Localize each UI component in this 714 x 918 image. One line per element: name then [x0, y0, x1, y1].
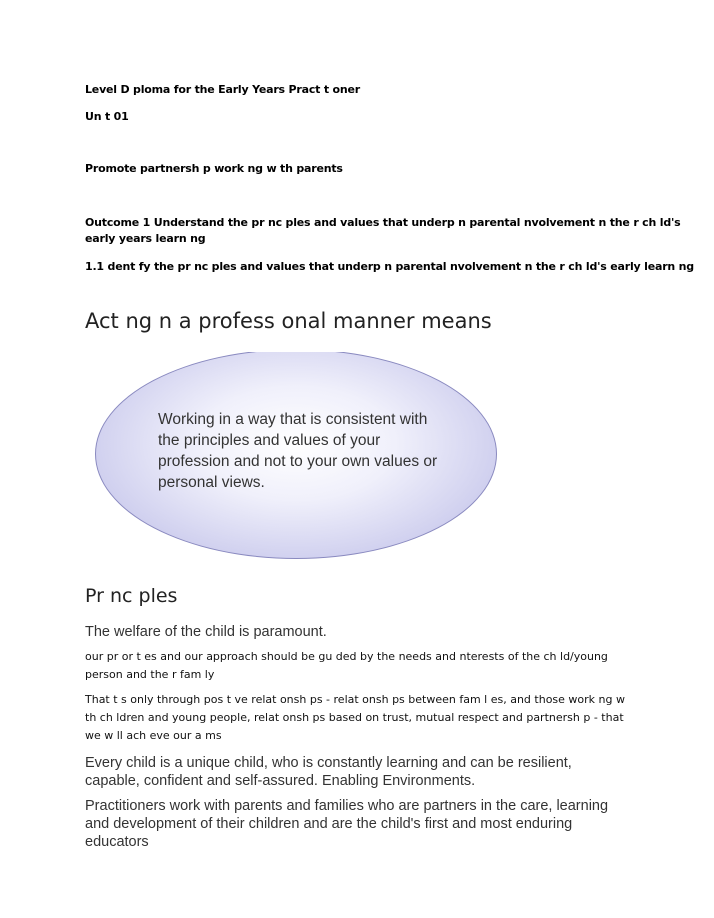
- priorities-paragraph: our pr or t es and our approach should be gu ded by the needs and nterests of the ch ld/young person and the r fam ly: [85, 650, 608, 681]
- principles-heading: Pr nc ples: [85, 585, 178, 607]
- practitioners-paragraph: Practitioners work with parents and families who are partners in the care, learning and development of their children and are the child's first and most enduring educators: [85, 798, 609, 850]
- relationships-paragraph: That t s only through pos t ve relat onsh ps - relat onsh ps between fam l es, and those work ng w th ch ldren and young people, relat onsh ps based on trust, mutual respect and partnersh p - that we w ll ach eve our a ms: [85, 693, 625, 742]
- assessment-criterion: 1.1 dent fy the pr nc ples and values that underp n parental nvolvement n the r ch ld's early learn ng: [85, 260, 694, 273]
- unit-number: Un t 01: [85, 110, 129, 123]
- qualification-level: Level D ploma for the Early Years Pract t oner: [85, 83, 361, 96]
- definition-ellipse: [95, 352, 499, 561]
- outcome-line-1: Outcome 1 Understand the pr nc ples and values that underp n parental nvolvement n the r ch ld's: [85, 216, 681, 229]
- ellipse-text: Working in a way that is consistent with the principles and values of your profession and not to your own values or personal views.: [158, 411, 438, 491]
- unique-child-paragraph: Every child is a unique child, who is constantly learning and can be resilient, capable, confident and self-assured. Enabling Environments.: [85, 755, 572, 789]
- outcome-line-2: early years learn ng: [85, 232, 206, 245]
- unit-title: Promote partnersh p work ng w th parents: [85, 162, 343, 175]
- welfare-principle: The welfare of the child is paramount.: [85, 624, 327, 640]
- professional-manner-heading: Act ng n a profess onal manner means: [85, 309, 492, 333]
